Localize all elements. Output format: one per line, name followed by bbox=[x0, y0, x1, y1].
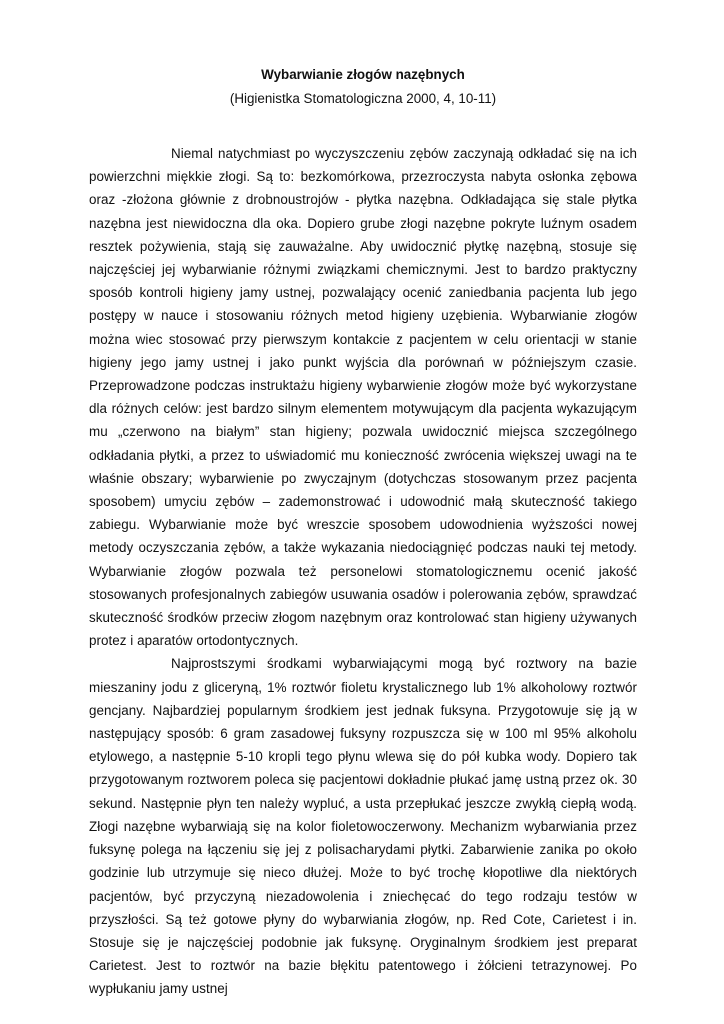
document-page bbox=[89, 0, 637, 1024]
paragraph-staining-agents: Najprostszymi środkami wybarwiającymi mogą być roztwory na bazie mieszaniny jodu z gliceryną, 1% roztwór fioletu krystalicznego lub 1% alkoholowy roztwór gencjany. Najbardziej popularnym środkiem jest jednak fuksyna. Przygotowuje się ją w następujący sposób: 6 gram zasadowej fuksyny rozpuszcza się w 100 ml 95% alkoholu etylowego, a następnie 5-10 kropli tego płynu wlewa się do pół kubka wody. Dopiero tak przygotowanym roztworem poleca się pacjentowi dokładnie płukać jamę ustną przez ok. 30 sekund. Następnie płyn ten należy wypluć, a usta przepłukać jeszcze zwykłą ciepłą wodą. Złogi nazębne wybarwiają się na kolor fioletowoczerwony. Mechanizm wybarwiania przez fuksynę polega na łączeniu się jej z polisacharydami płytki. Zabarwienie zanika po około godzinie lub utrzymuje się nieco dłużej. Może to być trochę kłopotliwe dla niektórych pacjentów, być przyczyną niezadowolenia i zniechęcać do tego rodzaju testów w przyszłości. Są też gotowe płyny do wybarwiania złogów, np. Red Cote, Carietest i in. Stosuje się je najczęściej podobnie jak fuksynę. Oryginalnym środkiem jest preparat Carietest. Jest to roztwór na bazie błękitu patentowego i żółcieni tetrazynowej. Po wypłukaniu jamy ustnej bbox=[89, 656, 637, 997]
document-source-citation: (Higienistka Stomatologiczna 2000, 4, 10-11) bbox=[229, 91, 497, 106]
document-body bbox=[89, 142, 637, 1001]
document-title: Wybarwianie złogów nazębnych bbox=[261, 67, 465, 82]
paragraph-intro: Niemal natychmiast po wyczyszczeniu zębów zaczynają odkładać się na ich powierzchni miękkie złogi. Są to: bezkomórkowa, przezroczysta nabyta osłonka zębowa oraz -złożona głównie z drobnoustrojów - płytka nazębna. Odkładająca się stale płytka nazębna jest niewidoczna dla oka. Dopiero grube złogi nazębne pokryte luźnym osadem resztek pożywienia, stają się zauważalne. Aby uwidocznić płytkę nazębną, stosuje się najczęściej jej wybarwianie różnymi związkami chemicznymi. Jest to bardzo praktyczny sposób kontroli higieny jamy ustnej, pozwalający ocenić zaniedbania pacjenta lub jego postępy w nauce i stosowaniu różnych metod higieny uzębienia. Wybarwianie złogów można wiec stosować przy pierwszym kontakcie z pacjentem w celu orientacji w stanie higieny jego jamy ustnej i jako punkt wyjścia dla porównań w późniejszym czasie. Przeprowadzone podczas instruktażu higieny wybarwienie złogów może być wykorzystane dla różnych celów: jest bardzo silnym elementem motywującym dla pacjenta wykazującym mu „czerwono na białym” stan higieny; pozwala uwidocznić miejsca szczególnego odkładania płytki, a przez to uświadomić mu konieczność zwrócenia większej uwagi na te właśnie obszary; wybarwienie po zwyczajnym (dotychczas stosowanym przez pacjenta sposobem) umyciu zębów – zademonstrować i udowodnić małą skuteczność takiego zabiegu. Wybarwianie może być wreszcie sposobem udowodnienia wyższości nowej metody oczyszczania zębów, a także wykazania niedociągnięć podczas nauki tej metody. Wybarwianie złogów pozwala też personelowi stomatologicznemu ocenić jakość stosowanych profesjonalnych zabiegów usuwania osadów i polerowania zębów, sprawdzać skuteczność środków przeciw złogom nazębnym oraz kontrolować stan higieny używanych protez i aparatów ortodontycznych. bbox=[89, 146, 637, 649]
